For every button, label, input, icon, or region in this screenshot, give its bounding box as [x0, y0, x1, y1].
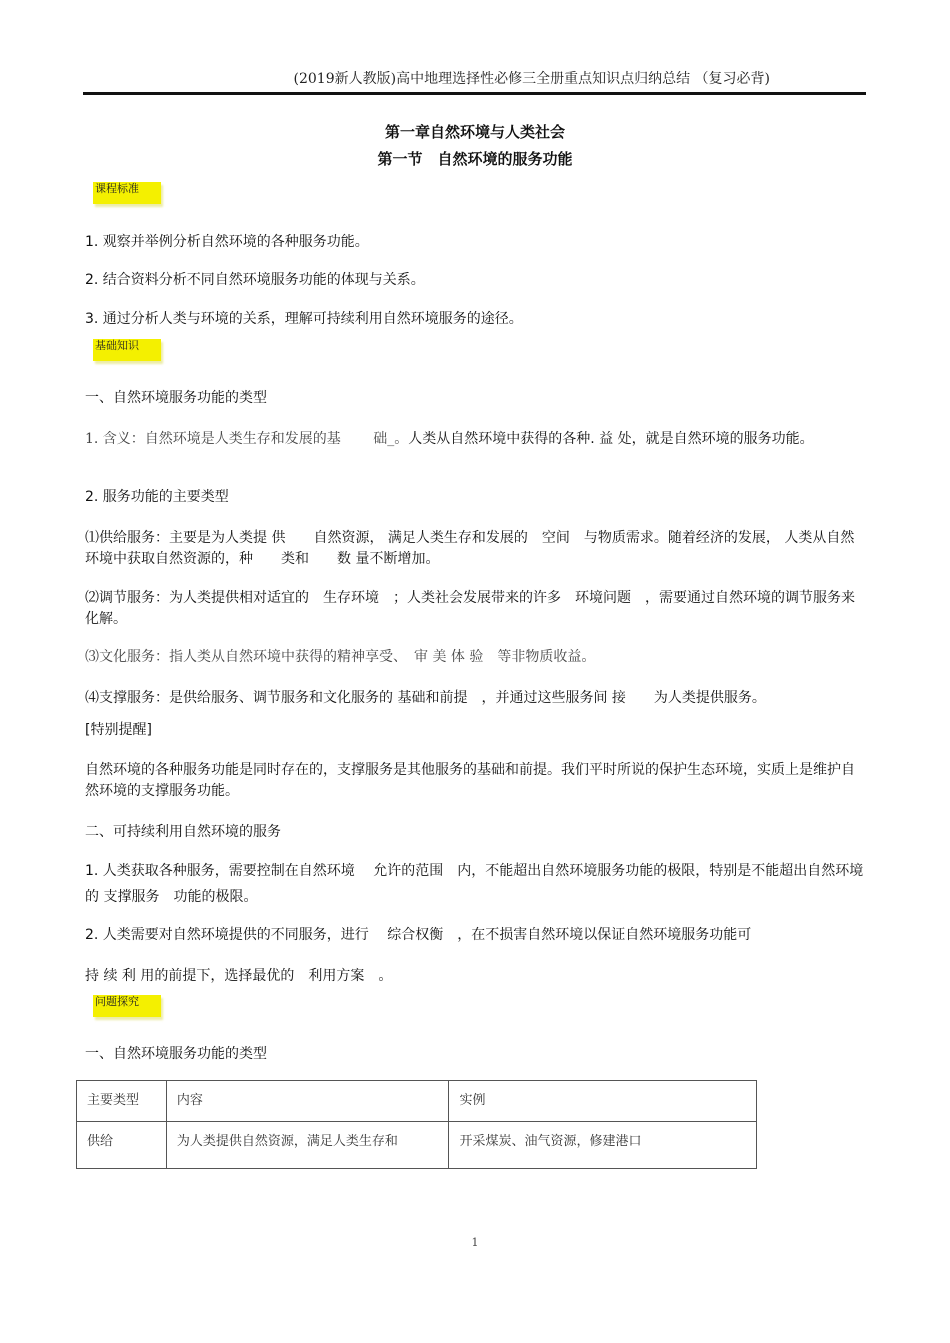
table-header-row — [77, 1081, 757, 1122]
cultural-service: ⑶文化服务：指人类从自然环境中获得的精神享受、 审 美 体 验 等非物质收益。 — [85, 649, 596, 665]
table-cell: 开采煤炭、油气资源，修建港口 — [449, 1122, 757, 1169]
sustainable-item-2a: 2. 人类需要对自然环境提供的不同服务，进行 综合权衡 ，在不损害自然环境以保证自然环境服务功能可 — [85, 927, 752, 943]
definition-part-a: 1. 含义：自然环境是人类生存和发展的基 础_。 — [85, 431, 409, 447]
curriculum-item-1: 1. 观察并举例分析自然环境的各种服务功能。 — [85, 234, 369, 250]
table-row — [77, 1122, 757, 1169]
inquiry-heading: 一、自然环境服务功能的类型 — [85, 1046, 267, 1062]
table-header-cell: 实例 — [449, 1081, 757, 1122]
definition-part-b: 人类从自然环境中获得的各种. 益 处，就是自然环境的服务功能。 — [408, 431, 814, 447]
header-rule — [83, 92, 866, 95]
basics-heading-2: 二、可持续利用自然环境的服务 — [85, 824, 281, 840]
definition-paragraph — [85, 429, 867, 450]
curriculum-item-2: 2. 结合资料分析不同自然环境服务功能的体现与关系。 — [85, 272, 425, 288]
tag-basics: 基础知识 — [93, 339, 161, 361]
table-cell: 为人类提供自然资源，满足人类生存和 — [166, 1122, 449, 1169]
table-header-cell: 内容 — [166, 1081, 449, 1122]
table-cell: 供给 — [77, 1122, 167, 1169]
page-number: 1 — [471, 1236, 479, 1249]
document-header: (2019新人教版)高中地理选择性必修三全册重点知识点归纳总结 （复习必背) — [293, 71, 770, 87]
reminder-text: 自然环境的各种服务功能是同时存在的，支撑服务是其他服务的基础和前提。我们平时所说的保护生态环境，实质上是维护自然环境的支撑服务功能。 — [85, 762, 855, 799]
supply-service: ⑴供给服务：主要是为人类提 供 自然资源， 满足人类生存和发展的 空间 与物质需求。随着经济的发展， 人类从自然环境中获取自然资源的，种 类和 数 量不断增加。 — [85, 530, 855, 567]
types-heading: 2. 服务功能的主要类型 — [85, 489, 229, 505]
service-types-table — [76, 1080, 757, 1169]
supporting-service: ⑷支撑服务：是供给服务、调节服务和文化服务的 基础和前提 ，并通过这些服务间 接 为人类提供服务。 — [85, 690, 766, 706]
table-header-cell: 主要类型 — [77, 1081, 167, 1122]
reminder-label: [特别提醒] — [85, 722, 152, 738]
chapter-title: 第一章自然环境与人类社会 — [384, 123, 565, 141]
sustainable-item-1: 1. 人类获取各种服务，需要控制在自然环境 允许的范围 内，不能超出自然环境服务功能的极限，特别是不能超出自然环境的 支撑服务 功能的极限。 — [85, 863, 864, 905]
tag-inquiry: 问题探究 — [93, 995, 161, 1017]
tag-curriculum: 课程标准 — [93, 182, 161, 204]
basics-heading-1: 一、自然环境服务功能的类型 — [85, 390, 267, 406]
sustainable-item-2b: 持 续 利 用的前提下，选择最优的 利用方案 。 — [85, 968, 393, 984]
section-title: 第一节 自然环境的服务功能 — [377, 150, 573, 168]
curriculum-item-3: 3. 通过分析人类与环境的关系，理解可持续利用自然环境服务的途径。 — [85, 311, 523, 327]
regulating-service: ⑵调节服务：为人类提供相对适宜的 生存环境 ；人类社会发展带来的许多 环境问题 ，需要通过自然环境的调节服务来化解。 — [85, 590, 855, 627]
